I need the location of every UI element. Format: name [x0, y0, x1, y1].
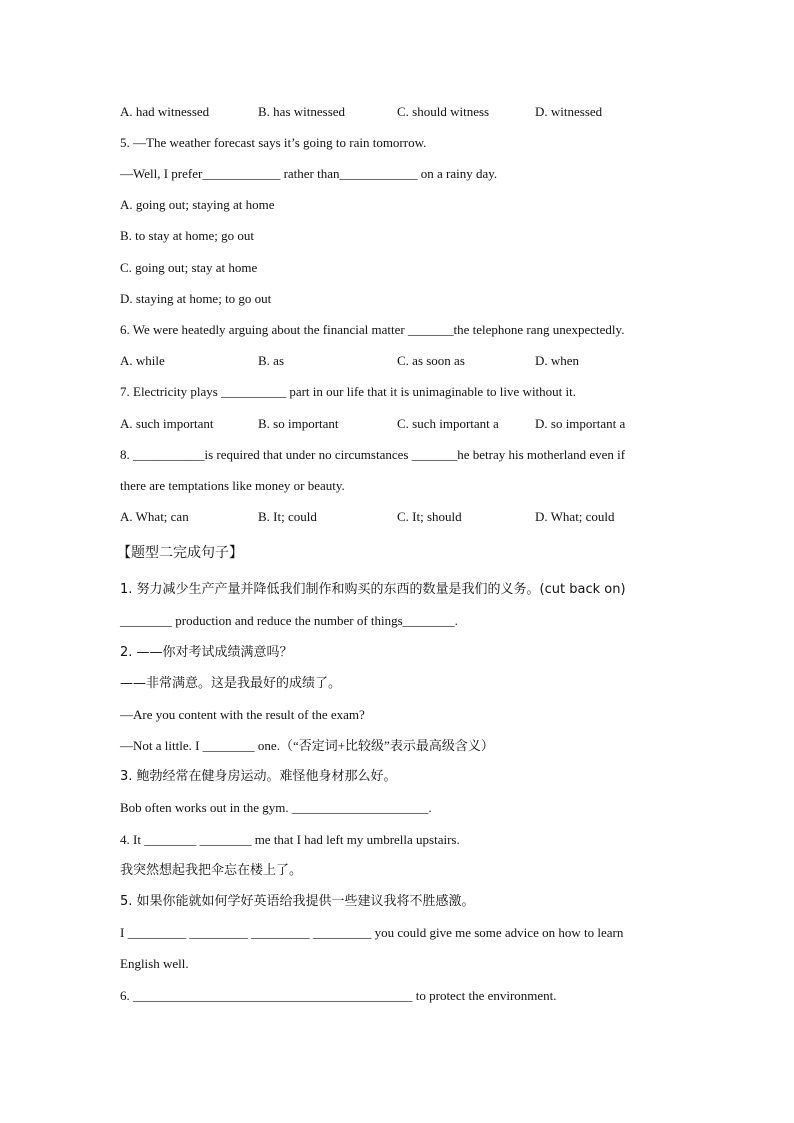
- q6-option-b: B. as: [258, 353, 284, 368]
- s3-english: Bob often works out in the gym. _____________________.: [120, 800, 432, 815]
- q8-option-b: B. It; could: [258, 509, 317, 524]
- q7-option-d: D. so important a: [535, 416, 626, 431]
- q5-option-a: A. going out; staying at home: [120, 197, 275, 212]
- q7-option-c: C. such important a: [397, 416, 499, 431]
- q5-option-c: C. going out; stay at home: [120, 260, 258, 275]
- q7-option-a: A. such important: [120, 416, 214, 431]
- s1-chinese: 1. 努力减少生产产量并降低我们制作和购买的东西的数量是我们的义务。(cut back on): [120, 582, 626, 597]
- q8-option-d: D. What; could: [535, 509, 615, 524]
- s2-english-answer: —Not a little. I ________ one.（“否定词+比较级”表示最高级含义）: [120, 738, 494, 753]
- q8-stem: 8. ___________is required that under no circumstances _______he betray his motherland even if: [120, 447, 626, 462]
- q4-option-d: D. witnessed: [535, 104, 603, 119]
- s5-chinese: 5. 如果你能就如何学好英语给我提供一些建议我将不胜感激。: [120, 894, 475, 909]
- q8-option-a: A. What; can: [120, 509, 189, 524]
- q8-stem-continued: there are temptations like money or beauty.: [120, 478, 345, 493]
- q5-stem: 5. —The weather forecast says it’s going to rain tomorrow.: [120, 135, 427, 150]
- s6-english: 6. ___________________________________________ to protect the environment.: [120, 988, 557, 1003]
- s4-chinese: 我突然想起我把伞忘在楼上了。: [120, 863, 303, 878]
- q7-option-b: B. so important: [258, 416, 339, 431]
- s2-chinese-answer: ——非常满意。这是我最好的成绩了。: [120, 676, 342, 691]
- s1-english: ________ production and reduce the number of things________.: [120, 613, 458, 628]
- q6-option-d: D. when: [535, 353, 580, 368]
- q7-stem: 7. Electricity plays __________ part in our life that it is unimaginable to live without it.: [120, 384, 577, 399]
- s3-chinese: 3. 鲍勃经常在健身房运动。难怪他身材那么好。: [120, 769, 397, 784]
- s5-english-continued: English well.: [120, 956, 189, 971]
- q4-option-a: A. had witnessed: [120, 104, 210, 119]
- s5-english: I _________ _________ _________ _________ you could give me some advice on how to learn: [120, 925, 624, 940]
- q6-stem: 6. We were heatedly arguing about the financial matter _______the telephone rang unexpectedly.: [120, 322, 625, 337]
- s2-english-question: —Are you content with the result of the exam?: [120, 707, 365, 722]
- q5-option-b: B. to stay at home; go out: [120, 228, 254, 243]
- section-heading: 【题型二完成句子】: [117, 545, 243, 561]
- q5-line2: —Well, I prefer____________ rather than____________ on a rainy day.: [120, 166, 498, 181]
- q4-option-b: B. has witnessed: [258, 104, 346, 119]
- q6-option-c: C. as soon as: [397, 353, 465, 368]
- s4-english: 4. It ________ ________ me that I had left my umbrella upstairs.: [120, 832, 460, 847]
- q8-option-c: C. It; should: [397, 509, 462, 524]
- q5-option-d: D. staying at home; to go out: [120, 291, 272, 306]
- q4-option-c: C. should witness: [397, 104, 490, 119]
- s2-chinese-question: 2. ——你对考试成绩满意吗？: [120, 645, 293, 660]
- q6-option-a: A. while: [120, 353, 165, 368]
